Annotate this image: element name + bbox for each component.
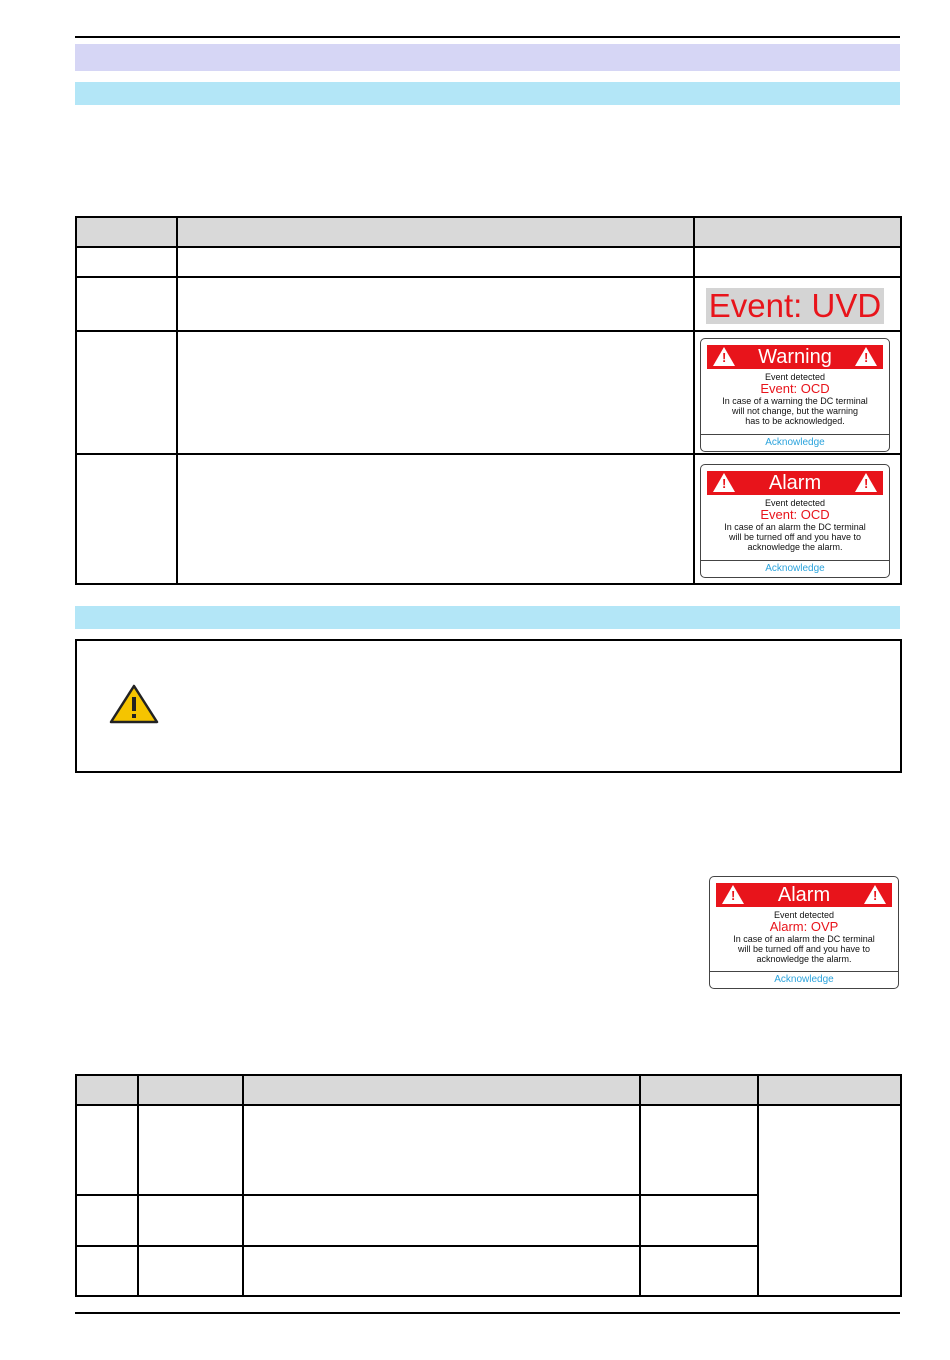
dialog-body-line: In case of an alarm the DC terminal bbox=[733, 934, 875, 944]
warning-icon: ! bbox=[855, 347, 877, 366]
table-header-row bbox=[76, 217, 901, 247]
dialog-event-text: Event: OCD bbox=[760, 507, 830, 522]
alarm-ovp-dialog-header bbox=[716, 883, 892, 907]
dialog-event-text: Event: OCD bbox=[760, 381, 830, 396]
dialog-body-line: In case of an alarm the DC terminal bbox=[724, 522, 866, 532]
subsection-header-band bbox=[75, 606, 900, 629]
dialog-body-line: has to be acknowledged. bbox=[745, 416, 845, 426]
dialog-detected-text: Event detected bbox=[773, 910, 835, 920]
alarm-dialog-title: Alarm bbox=[768, 472, 822, 494]
alarm-ovp-dialog bbox=[709, 876, 899, 989]
acknowledge-button[interactable]: Acknowledge bbox=[701, 560, 889, 577]
caution-box bbox=[75, 639, 902, 773]
warning-icon: ! bbox=[855, 473, 877, 492]
dialog-detected-text: Event detected bbox=[764, 372, 826, 382]
dialog-body-line: In case of a warning the DC terminal bbox=[722, 396, 868, 406]
warning-dialog-header bbox=[707, 345, 883, 369]
warning-icon: ! bbox=[713, 473, 735, 492]
top-rule bbox=[75, 36, 900, 38]
dialog-body-line: will not change, but the warning bbox=[731, 406, 859, 416]
alarm-dialog bbox=[700, 464, 890, 578]
alarm-ovp-dialog-title: Alarm bbox=[777, 884, 831, 906]
subsection-header-band bbox=[75, 82, 900, 105]
dialog-body-line: acknowledge the alarm. bbox=[756, 954, 852, 964]
table-row bbox=[76, 1105, 901, 1195]
warning-dialog-title: Warning bbox=[758, 346, 832, 368]
alarm-dialog-header bbox=[707, 471, 883, 495]
table-header-row bbox=[76, 1075, 901, 1105]
acknowledge-button[interactable]: Acknowledge bbox=[701, 434, 889, 451]
event-uvd-indicator: Event: UVD bbox=[706, 288, 884, 324]
warning-dialog bbox=[700, 338, 890, 452]
dialog-body-line: acknowledge the alarm. bbox=[747, 542, 843, 552]
section-header-band bbox=[75, 44, 900, 71]
alarm-overview-table bbox=[75, 1074, 902, 1297]
acknowledge-button[interactable]: Acknowledge bbox=[710, 971, 898, 988]
bottom-rule bbox=[75, 1312, 900, 1314]
warning-icon: ! bbox=[713, 347, 735, 366]
warning-icon: ! bbox=[864, 885, 886, 904]
dialog-body-line: will be turned off and you have to bbox=[738, 944, 870, 954]
table-row bbox=[76, 247, 901, 277]
dialog-detected-text: Event detected bbox=[764, 498, 826, 508]
caution-icon bbox=[109, 684, 159, 724]
dialog-event-text: Alarm: OVP bbox=[769, 919, 839, 934]
dialog-body-line: will be turned off and you have to bbox=[729, 532, 861, 542]
warning-icon: ! bbox=[722, 885, 744, 904]
